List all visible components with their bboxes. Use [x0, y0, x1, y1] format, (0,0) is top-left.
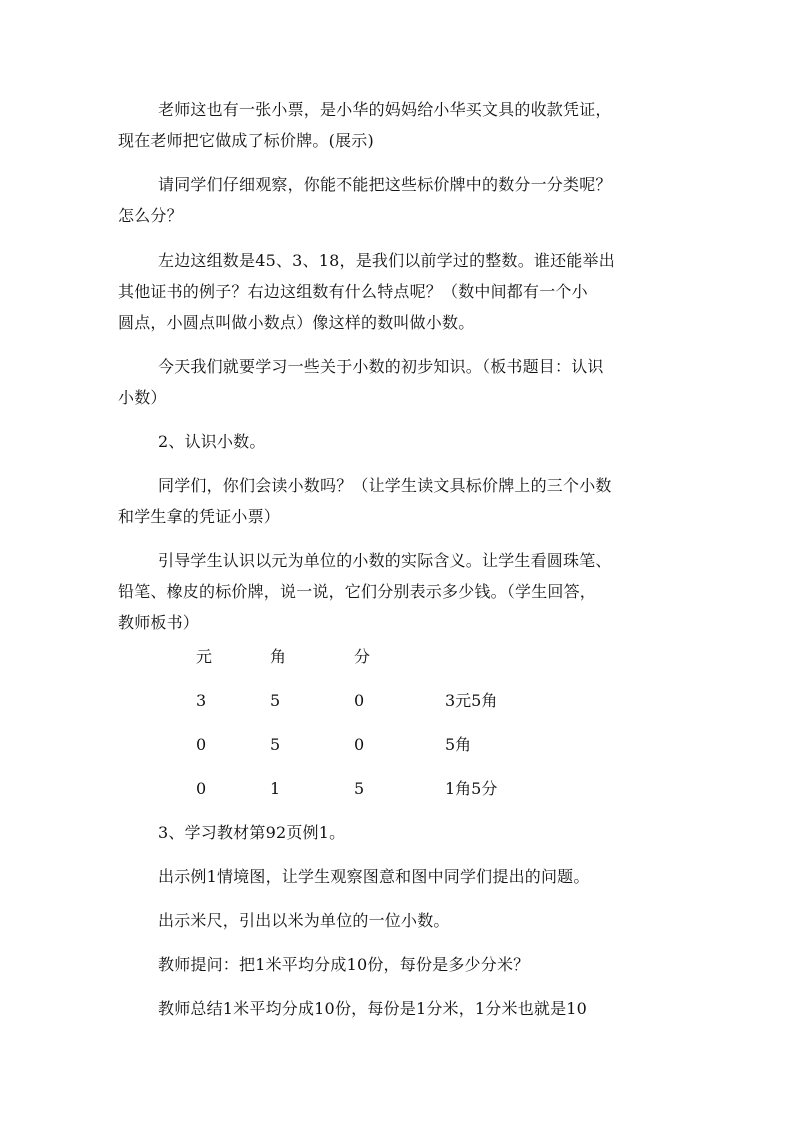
- paragraph-6-line-1: 同学们，你们会读小数吗？（让学生读文具标价牌上的三个小数: [158, 476, 612, 495]
- table-cell: 0: [196, 779, 207, 798]
- paragraph-7-line-2: 铅笔、橡皮的标价牌，说一说，它们分别表示多少钱。（学生回答，: [118, 582, 597, 601]
- table-header-fen: 分: [354, 647, 371, 666]
- table-cell: 3: [196, 691, 207, 710]
- table-cell: 0: [196, 735, 207, 754]
- paragraph-3-line-1: 左边这组数是45、3、18，是我们以前学过的整数。谁还能举出: [158, 251, 615, 270]
- table-cell: 0: [354, 735, 365, 754]
- paragraph-4-line-1: 今天我们就要学习一些关于小数的初步知识。（板书题目：认识: [158, 357, 604, 376]
- table-header-jiao: 角: [270, 647, 287, 666]
- paragraph-1-line-1: 老师这也有一张小票，是小华的妈妈给小华买文具的收款凭证，: [158, 100, 612, 119]
- table-cell: 0: [354, 691, 365, 710]
- table-cell: 5: [354, 779, 365, 798]
- paragraph-1-line-2: 现在老师把它做成了标价牌。(展示): [118, 131, 374, 150]
- table-cell-amount: 5角: [445, 735, 472, 754]
- paragraph-4-line-2: 小数）: [118, 388, 167, 407]
- section-heading-2: 2、认识小数。: [158, 432, 266, 451]
- after-line-4: 教师总结1米平均分成10份，每份是1分米，1分米也就是10: [158, 999, 588, 1018]
- after-line-3: 教师提问：把1米平均分成10份，每份是多少分米？: [158, 955, 530, 974]
- paragraph-6-line-2: 和学生拿的凭证小票）: [118, 507, 281, 526]
- paragraph-2-line-1: 请同学们仔细观察，你能不能把这些标价牌中的数分一分类呢？: [158, 175, 612, 194]
- paragraph-7-line-3: 教师板书）: [118, 613, 200, 632]
- table-cell-amount: 1角5分: [445, 779, 498, 798]
- table-header-yuan: 元: [196, 647, 213, 666]
- paragraph-2-line-2: 怎么分？: [118, 206, 183, 225]
- table-cell: 5: [270, 735, 281, 754]
- after-line-1: 出示例1情境图，让学生观察图意和图中同学们提出的问题。: [158, 867, 590, 886]
- table-cell: 5: [270, 691, 281, 710]
- table-cell-amount: 3元5角: [445, 691, 498, 710]
- paragraph-7-line-1: 引导学生认识以元为单位的小数的实际含义。让学生看圆珠笔、: [158, 551, 612, 570]
- paragraph-3-line-3: 圆点，小圆点叫做小数点）像这样的数叫做小数。: [118, 313, 475, 332]
- table-cell: 1: [270, 779, 281, 798]
- after-line-2: 出示米尺，引出以米为单位的一位小数。: [158, 911, 450, 930]
- paragraph-3-line-2: 其他证书的例子？右边这组数有什么特点呢？（数中间都有一个小: [118, 282, 588, 301]
- section-heading-3: 3、学习教材第92页例1。: [158, 823, 346, 842]
